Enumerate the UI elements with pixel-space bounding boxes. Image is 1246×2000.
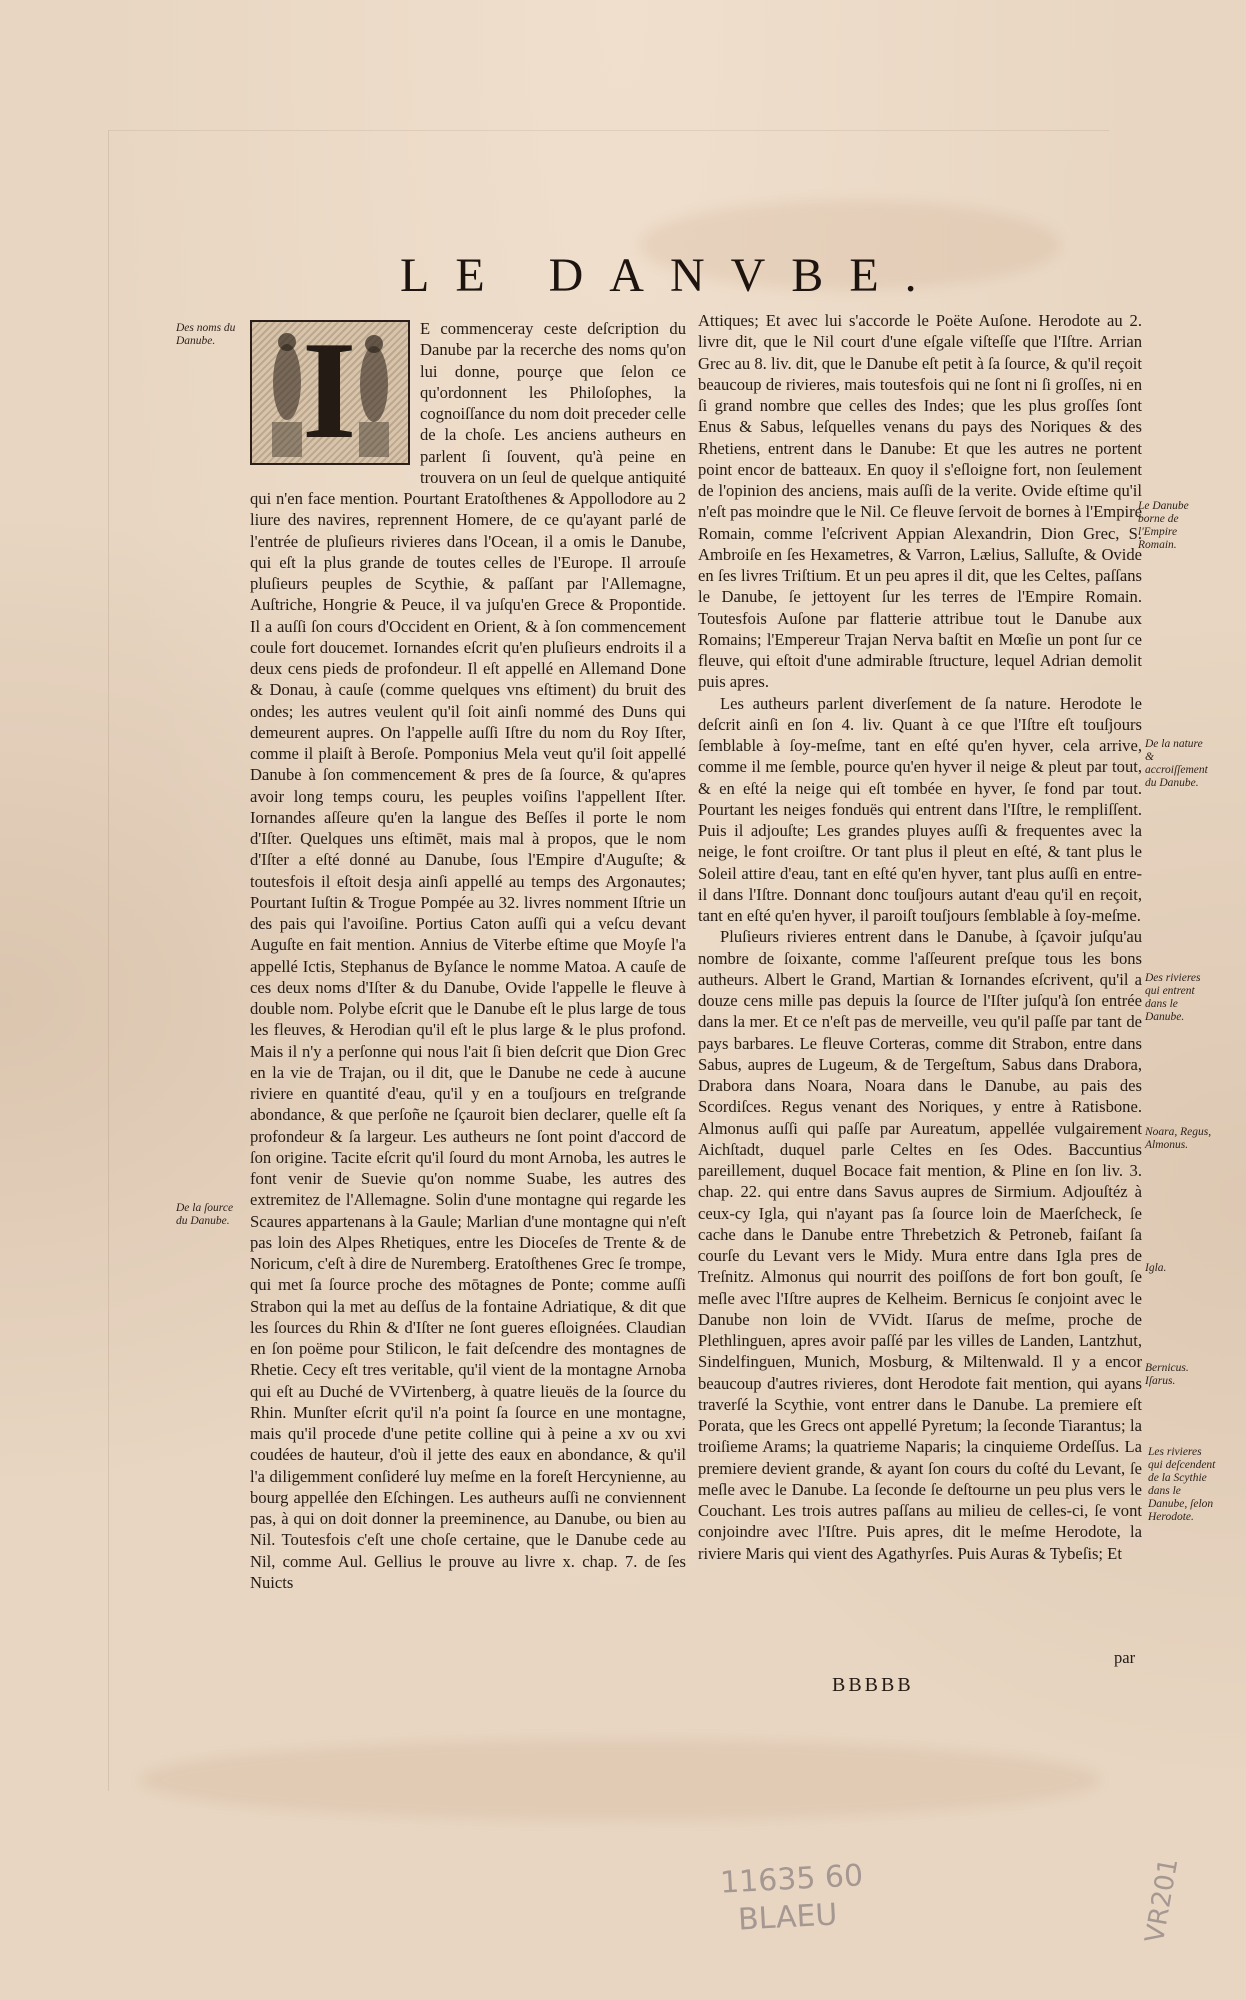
right-paragraph: Les autheurs parlent diverſement de ſa nature. Herodote le deſcrit ainſi en ſon 4. liv. Quant à ce que l'Iſtre eſt touſjours ſemblable à ſoy-meſme, tant en eſté qu'en hyver, cela arrive, comme il me ſemble, pource qu'en hyver il neige & pleut par tout, & en eſté la neige qui eſt tombée en hyver, ſe fond par tout. Pourtant les neiges fonduës qui entrent dans l'Iſtre, le rempliſſent. Puis il adjouſte; Les grandes pluyes auſſi & frequentes avec la neige, le font croiſtre. Or tant plus il pleut en eſté, & tant plus le Soleil attire d'eau, tant en eſté qu'en hyver, tant plus auſſi en entre-il dans l'Iſtre. Donnant donc touſjours autant d'eau qu'il en reçoit, tant en eſté qu'en hyver, il paroiſt touſjours ſemblable à ſoy-meſme. [698,693,1142,925]
margin-note-border: Le Danube borne de l'Empire Romain. [1138,500,1189,551]
left-column [250,313,686,1593]
margin-note-names: Des noms du Danube. [176,322,236,347]
initial-letter: I [302,313,357,468]
margin-note-source: De la ſource du Danube. [176,1202,234,1227]
decorated-initial [250,313,410,468]
margin-note-igla: Igla. [1145,1262,1167,1274]
margin-note-nature: De la nature & accroiſſement du Danube. [1145,738,1208,789]
right-paragraph: Pluſieurs rivieres entrent dans le Danube, à ſçavoir juſqu'au nombre de ſoixante, comme l'aſſeurent preſque tous les bons autheurs. Albert le Grand, Martian & Iornandes eſcrivent, qu'il a douze cens mille pas depuis la ſource de l'Iſter juſqu'à ſon entrée dans la mer. Et ce n'eſt pas de merveille, veu qu'il paſſe par tant de pays barbares. Le fleuve Corteras, comme dit Strabon, entre dans Sabus, aupres de Lugeum, & de Tergeſtum, Sabus dans Drabora, Drabora dans Noara, Noara dans le Danube, au pais des Scordiſces. Regus venant des Noriques, y entre à Ratisbone. Almonus auſſi qui paſſe par Aureatum, appellée vulgairement Aichſtadt, duquel parle Celtes en ſes Odes. Baccuntius pareillement, duquel Bocace fait mention, & Pline en ſon liv. 3. chap. 22. qui entre dans Savus aupres de Sirmium. Adjouſtéz à ceux-cy Igla, qui n'ayant pas ſa ſource loin de Maerſcheck, ſe cache dans le Danube entre Threbetzich & Petroneb, faiſant ſa courſe du Levant vers le Midy. Mura entre dans Igla pres de Treſnitz. Almonus qui nourrit des poiſſons de fort bon gouſt, ſe meſle avec l'Iſtre aupres de Kelheim. Bernicus ſe conjoint avec le Danube non loin de VVidt. Iſarus de meſme, proche de Plethlinguen, apres avoir paſſé par les villes de Landen, Lantzhut, Sindelfinguen, Munich, Mosburg, & Miltenwald. Il y a encor beaucoup d'autres rivieres, dont Herodote fait mention, qui ayans traverſé la Scythie, vont entrer dans le Danube. La premiere eſt Porata, que les Grecs ont appellé Pyretum; la ſeconde Tiarantus; la troiſieme Arams; la quatrieme Naparis; la cinquieme Ordeſſus. La premiere devient grande, & ayant ſon cours du coſté du Levant, ſe meſle avec le Danube. La ſeconde ſe deſtourne un peu plus vers le Couchant. Les trois autres paſſans au milieu de celles-ci, ſe vont conjoindre avec l'Iſtre. Puis apres, dit le meſme Herodote, la riviere Maris qui vient des Agathyrſes. Puis Auras & Tybeſis; Et [698,927,1142,1563]
catchword: par [1114,1648,1136,1667]
margin-note-bernicus: Bernicus. Iſarus. [1145,1362,1189,1387]
right-column [698,310,1142,1564]
margin-note-noara: Noara, Regus, Almonus. [1145,1126,1212,1151]
pencil-name: BLAEU [737,1897,839,1938]
pencil-number: 11635 60 [719,1858,864,1901]
pencil-code: VR201 [1140,1855,1185,1946]
margin-note-scythia: Les rivieres qui deſcendent de la Scythie dans le Danube, ſelon Herodote. [1148,1446,1216,1523]
right-paragraph: Attiques; Et avec lui s'accorde le Poëte Auſone. Herodote au 2. livre dit, que le Nil court d'une eſgale viſteſſe que l'Iſtre. Arrian Grec au 8. liv. dit, que le Danube eſt petit à ſa ſource, & qu'il reçoit beaucoup de rivieres, mais toutesfois qui ne ſont ni ſi groſſes, ni en ſi grand nombre que celles des Indes; que les plus groſſes ſont Enus & Sabus, leſquelles venans du pays des Noriques & des Rhetiens, entrent dans le Danube: Et que les autres ne portent point encor de batteaux. En quoy il s'eſloigne fort, non ſeulement de l'opinion des anciens, mais auſſi de la verite. Ovide eſtime qu'il n'eſt pas moindre que le Nil. Ce fleuve ſervoit de bornes à l'Empire Romain, comme l'eſcrivent Appian Alexandrin, Dion Grec, S. Ambroiſe en ſes Hexametres, & Varron, Lælius, Salluſte, & Ovide en ſes livres Triſtium. Et un peu apres il dit, que les Celtes, paſſans le Danube, ſe jettoyent ſur les terres de l'Empire Romain. Toutesfois Auſone par flatterie attribue tout le Danube aux Romains; l'Empereur Trajan Nerva baſtit en Mœſie un pont ſur ce fleuve, qui eſtoit d'une admirable ſtructure, lequel Adrian demolit puis apres. [698,311,1142,692]
margin-note-rivers: Des rivieres qui entrent dans le Danube. [1145,972,1201,1023]
water-stain [140,1740,1100,1820]
left-paragraph: E commenceray ceste deſcription du Danube par la recerche des noms qu'on lui donne, pourçe que ſelon ce qu'ordonnent les Philoſophes, la cognoiſſance du nom doit preceder celle de la choſe. Les anciens autheurs en parlent ſi ſouvent, qu'à peine en trouvera on un ſeul de quelque antiquité qui n'en face mention. Pourtant Eratoſthenes & Appollodore au 2 liure des navires, reprennent Homere, de ce qu'ayant parlé de l'entrée de pluſieurs rivieres dans l'Ocean, il a omis le Danube, qui eſt la plus grande de toutes celles de l'Europe. Il arrouſe pluſieurs peuples de Scythie, & paſſant par l'Allemagne, Auſtriche, Hongrie & Peuce, il va juſqu'en Grece & Propontide. Il a auſſi ſon cours d'Occident en Orient, & à ſon commencement coule fort doucemet. Iornandes eſcrit qu'en pluſieurs endroits il a deux cens pieds de profondeur. Il eſt appellé en Allemand Done & Donau, à cauſe (comme quelques vns eſtiment) du bruit des ondes; les autres veulent qu'il ſoit ainſi nommé des Duns qui demeurent aupres. On l'appelle auſſi Iſtre du nom du Roy Iſter, comme il plaiſt à Beroſe. Pomponius Mela veut qu'il ſoit appellé Danube à ſon commencement & pres de ſa ſource, & qu'apres avoir long temps couru, les peuples voiſins l'appellent Iſter. Iornandes aſſeure qu'en la langue des Beſſes il porte le nom d'Iſter. Quelques uns eſtimēt, mais mal à propos, que le nom d'Iſter a eſté donné au Danube, ſous l'Empire d'Auguſte; & toutesfois il eſtoit desja ainſi appellé au temps des Argonautes; Pourtant Iuſtin & Trogue Pompée au 32. livres nomment Iſtrie un des pais qui l'avoiſine. Portius Caton auſſi qui a veſcu devant Auguſte en fait mention. Annius de Viterbe eſtime que Moyſe l'a appellé Ictis, Stephanus de Byſance le nomme Matoa. A cauſe de ces deux noms d'Iſter & du Danube, Ovide l'appelle le fleuve à double nom. Polybe eſcrit que le Danube eſt le plus large de tous les fleuves, & Herodian qu'il eſt le plus large & le plus profond. Mais il n'y a perſonne qui nous l'ait ſi bien deſcrit que Dion Grec en la vie de Trajan, ou il dit, que le Danube ne cede à aucune riviere en quantité d'eau, qu'il y en a touſjours en treſgrande abondance, & que perſoñe ne ſçauroit bien declarer, quelle eſt ſa profondeur & ſa largeur. Les autheurs ne ſont point d'accord de ſon origine. Tacite eſcrit qu'il ſourd du mont Arnoba, les autres le font venir de Suevie qu'on nomme Suabe, les autres des extremitez de l'Allemagne. Solin d'une montagne qui regarde les Scaures appartenans à la Gaule; Marlian d'une montagne qui n'eſt pas loin des Alpes Rhetiques, entre les Dioceſes de Trente & de Noricum, c'eſt à dire de Nuremberg. Eratoſthenes Grec ſe trompe, qui met ſa ſource proche des mōtagnes de Ponte; comme auſſi Strabon qui la met au deſſus de la fontaine Adriatique, & dit que les ſources du Rhin & d'Iſter ne ſont gueres eſloignées. Claudian en ſon poëme pour Stilicon, le fait deſcendre des montagnes de Rhetie. Cecy eſt tres veritable, qu'il vient de la montagne Arnoba qui eſt au Duché de VVirtenberg, à quatre lieuës de la ſource du Rhin. Munſter eſcrit qu'il n'a point ſa ſource en une montagne, mais qu'il procede d'une petite colline qui à peine a xv ou xvi coudées de hauteur, d'où il jette des eaux en abondance, & qu'il l'a diligemment conſideré luy meſme en la foreſt Hercynienne, au bourg appellée den Eſchingen. Les autheurs auſſi ne conviennent pas, à qui on doit donner la preeminence, au Danube, ou bien au Nil. Toutesfois c'eſt une choſe certaine, que le Danube cede au Nil, comme Aul. Gellius le prouve au livre x. chap. 7. de ſes Nuicts [250,319,686,1592]
page-title: LE DANVBE. [400,249,943,302]
signature-mark: BBBBB [832,1674,914,1696]
